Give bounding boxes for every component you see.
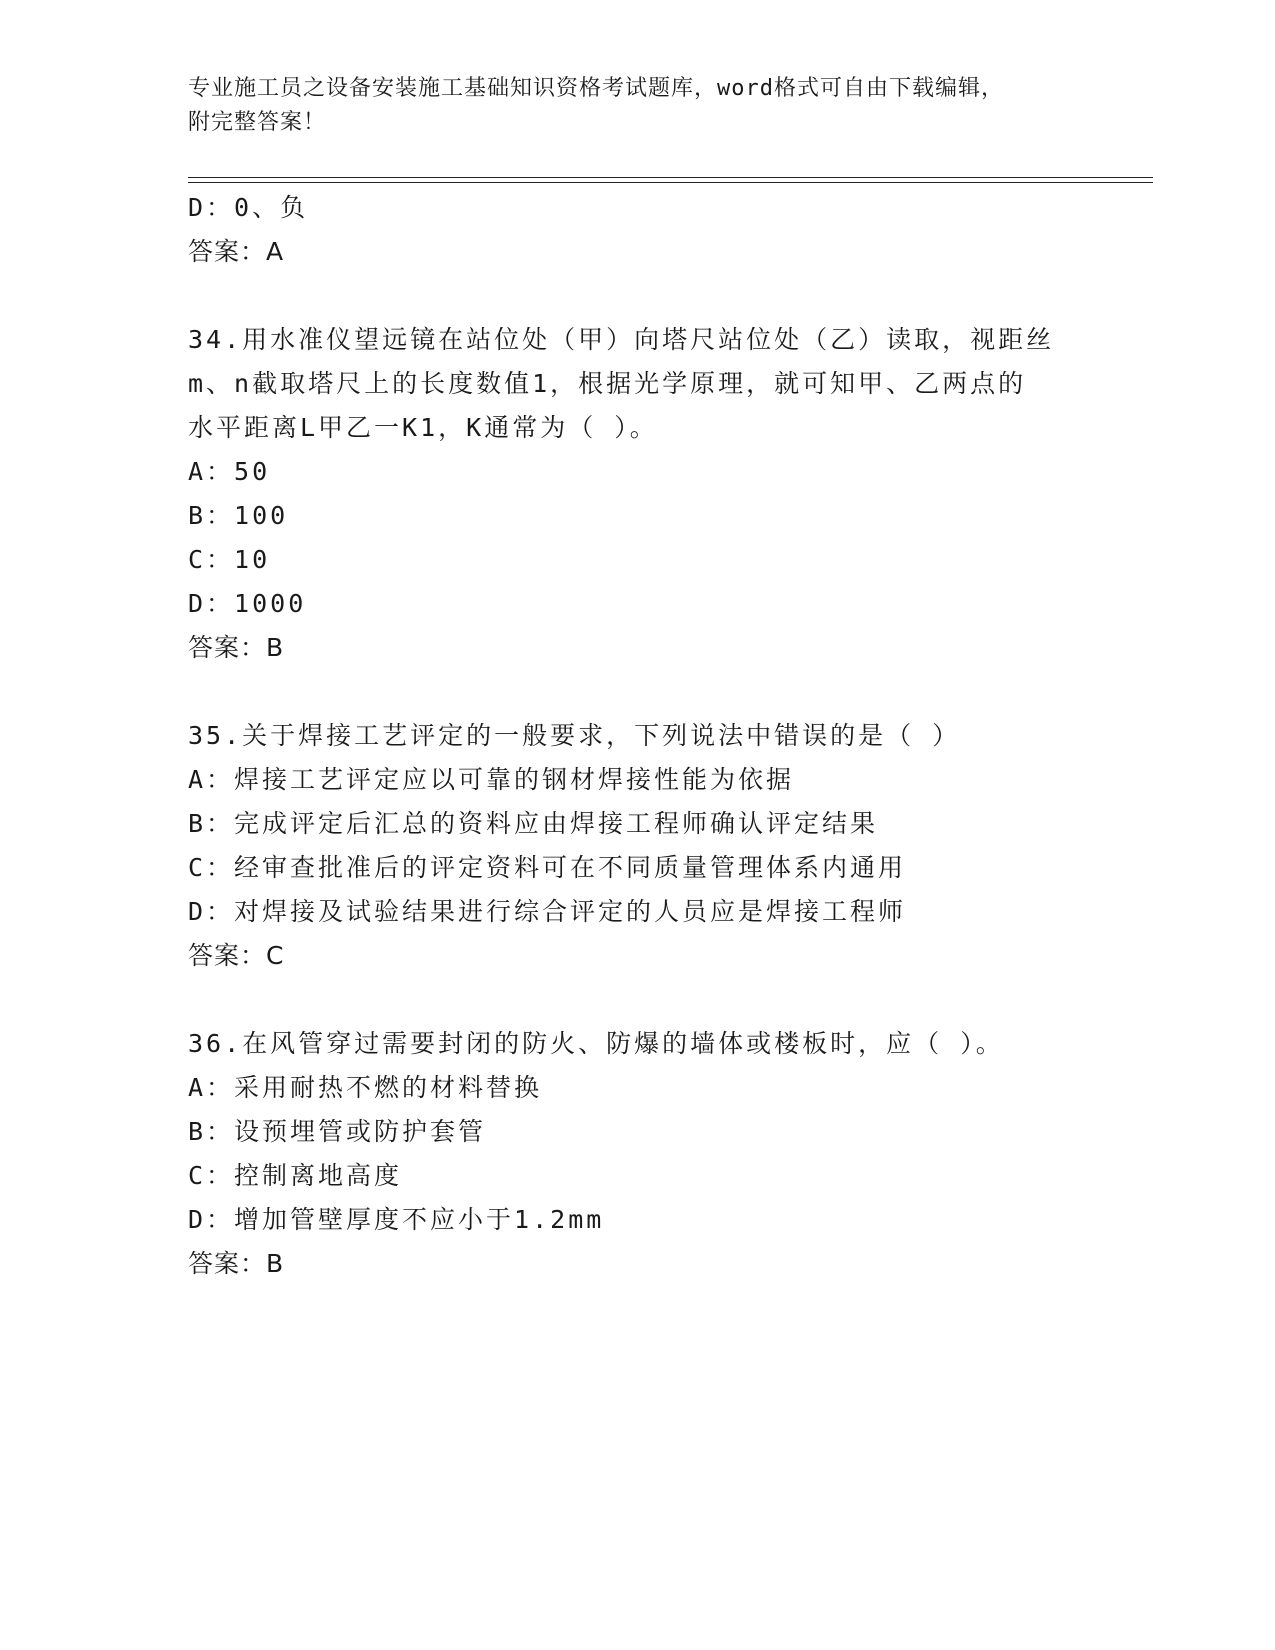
q36-stem-line-1: 36.在风管穿过需要封闭的防火、防爆的墙体或楼板时，应（ ）。	[188, 1029, 1004, 1058]
q36-option-b: B：设预埋管或防护套管	[188, 1117, 487, 1146]
q36-option-c: C：控制离地高度	[188, 1161, 403, 1190]
q35-stem-line-1: 35.关于焊接工艺评定的一般要求，下列说法中错误的是（ ）	[188, 721, 961, 750]
header-line-2: 附完整答案！	[188, 110, 327, 135]
q35-option-b: B：完成评定后汇总的资料应由焊接工程师确认评定结果	[188, 809, 879, 838]
prev-answer: 答案：A	[188, 237, 285, 266]
header-divider-top	[188, 177, 1153, 178]
header-line-1: 专业施工员之设备安装施工基础知识资格考试题库，word格式可自由下载编辑，	[188, 76, 1004, 101]
q34-stem-line-1: 34.用水准仪望远镜在站位处（甲）向塔尺站位处（乙）读取，视距丝	[188, 325, 1055, 354]
q36-answer: 答案：B	[188, 1249, 285, 1278]
q34-stem-line-2: m、n截取塔尺上的长度数值1，根据光学原理，就可知甲、乙两点的	[188, 369, 1027, 398]
q34-option-c: C：10	[188, 545, 271, 574]
header-divider-bottom	[188, 182, 1153, 183]
q35-option-d: D：对焊接及试验结果进行综合评定的人员应是焊接工程师	[188, 897, 907, 926]
q34-stem-line-3: 水平距离L甲乙一K1，K通常为（ ）。	[188, 413, 658, 442]
prev-option-d: D：0、负	[188, 193, 309, 222]
q36-option-d: D：增加管壁厚度不应小于1.2mm	[188, 1205, 605, 1234]
document-header	[188, 72, 1068, 140]
q35-option-a: A：焊接工艺评定应以可靠的钢材焊接性能为依据	[188, 765, 795, 794]
q35-option-c: C：经审查批准后的评定资料可在不同质量管理体系内通用	[188, 853, 907, 882]
q34-option-d: D：1000	[188, 589, 307, 618]
q35-answer: 答案：C	[188, 941, 285, 970]
q34-option-b: B：100	[188, 501, 289, 530]
q36-option-a: A：采用耐热不燃的材料替换	[188, 1073, 543, 1102]
q34-answer: 答案：B	[188, 633, 285, 662]
q34-option-a: A：50	[188, 457, 271, 486]
